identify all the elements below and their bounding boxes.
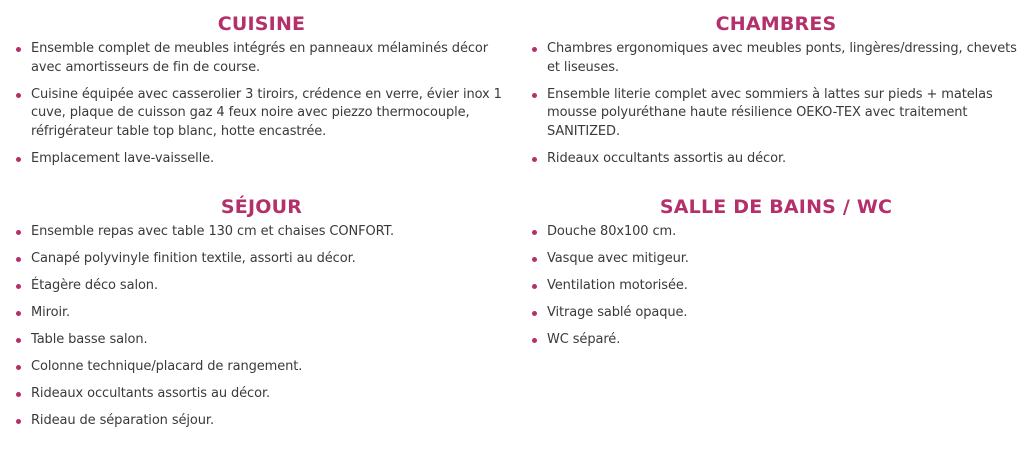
bullet-icon: [16, 311, 21, 316]
list-item-text: Étagère déco salon.: [31, 278, 158, 293]
list-item: [530, 86, 1022, 142]
list-item: [530, 250, 1022, 269]
bullet-icon: [16, 392, 21, 397]
list-item-text: Rideaux occultants assortis au décor.: [31, 386, 271, 401]
list-item: [530, 304, 1022, 323]
section-title-cuisine: CUISINE: [217, 13, 306, 35]
list-item: [14, 385, 509, 404]
list-item: [14, 40, 509, 77]
list-item-text: Table basse salon.: [31, 332, 148, 347]
list-item-text: WC séparé.: [547, 332, 621, 347]
list-item: [530, 150, 1022, 169]
list-item-text: Miroir.: [31, 305, 71, 320]
list-item: [530, 223, 1022, 242]
list-item-text: Canapé polyvinyle finition textile, assorti au décor.: [31, 251, 356, 266]
list-item: [14, 358, 509, 377]
bullet-icon: [532, 257, 537, 262]
bullet-icon: [16, 157, 21, 162]
list-item-text: Vasque avec mitigeur.: [547, 251, 689, 266]
list-item: [530, 40, 1022, 77]
bullet-icon: [16, 47, 21, 52]
section-title-sejour: SÉJOUR: [220, 196, 303, 218]
bullet-icon: [532, 157, 537, 162]
bullet-icon: [532, 47, 537, 52]
list-item-text: Cuisine équipée avec casserolier 3 tiroirs, crédence en verre, évier inox 1 cuve, plaque de cuisson gaz 4 feux noire avec piezzo thermocouple, réfrigérateur table top blanc, hotte encastrée.: [31, 86, 502, 139]
list-item: [14, 304, 509, 323]
bullet-icon: [16, 419, 21, 424]
section-sejour: [14, 195, 509, 439]
list-item: [14, 250, 509, 269]
list-item-text: Ensemble repas avec table 130 cm et chaises CONFORT.: [31, 224, 394, 239]
list-chambres: [530, 40, 1022, 168]
list-item: [14, 412, 509, 431]
bullet-icon: [532, 311, 537, 316]
bullet-icon: [532, 93, 537, 98]
list-item: [14, 150, 509, 169]
list-cuisine: [14, 40, 509, 168]
list-item-text: Emplacement lave-vaisselle.: [31, 150, 215, 166]
list-item-text: Ensemble complet de meubles intégrés en panneaux mélaminés décor avec amortisseurs de fin de course.: [31, 41, 488, 75]
list-item-text: Ensemble literie complet avec sommiers à lattes sur pieds + matelas mousse polyuréthane haute résilience OEKO-TEX avec traitement SANITIZED.: [547, 86, 993, 139]
section-title-chambres: CHAMBRES: [715, 13, 837, 35]
list-item-text: Vitrage sablé opaque.: [547, 305, 688, 320]
list-item: [14, 223, 509, 242]
list-salle-de-bains: [530, 223, 1022, 350]
bullet-icon: [16, 365, 21, 370]
bullet-icon: [16, 257, 21, 262]
bullet-icon: [16, 338, 21, 343]
list-item: [14, 86, 509, 142]
list-item: [530, 331, 1022, 350]
list-item-text: Rideaux occultants assortis au décor.: [547, 150, 787, 166]
section-title-salle-de-bains: SALLE DE BAINS / WC: [659, 196, 893, 218]
list-item: [530, 277, 1022, 296]
bullet-icon: [16, 93, 21, 98]
section-cuisine: [14, 12, 509, 177]
section-salle-de-bains: [530, 195, 1022, 358]
bullet-icon: [16, 230, 21, 235]
list-item-text: Ventilation motorisée.: [547, 278, 688, 293]
list-item-text: Rideau de séparation séjour.: [31, 413, 215, 428]
bullet-icon: [16, 284, 21, 289]
list-sejour: [14, 223, 509, 431]
list-item-text: Colonne technique/placard de rangement.: [31, 359, 303, 374]
list-item: [14, 277, 509, 296]
bullet-icon: [532, 230, 537, 235]
bullet-icon: [532, 284, 537, 289]
bullet-icon: [532, 338, 537, 343]
list-item: [14, 331, 509, 350]
list-item-text: Douche 80x100 cm.: [547, 224, 677, 239]
list-item-text: Chambres ergonomiques avec meubles ponts, lingères/dressing, chevets et liseuses.: [547, 41, 1017, 75]
section-chambres: [530, 12, 1022, 177]
